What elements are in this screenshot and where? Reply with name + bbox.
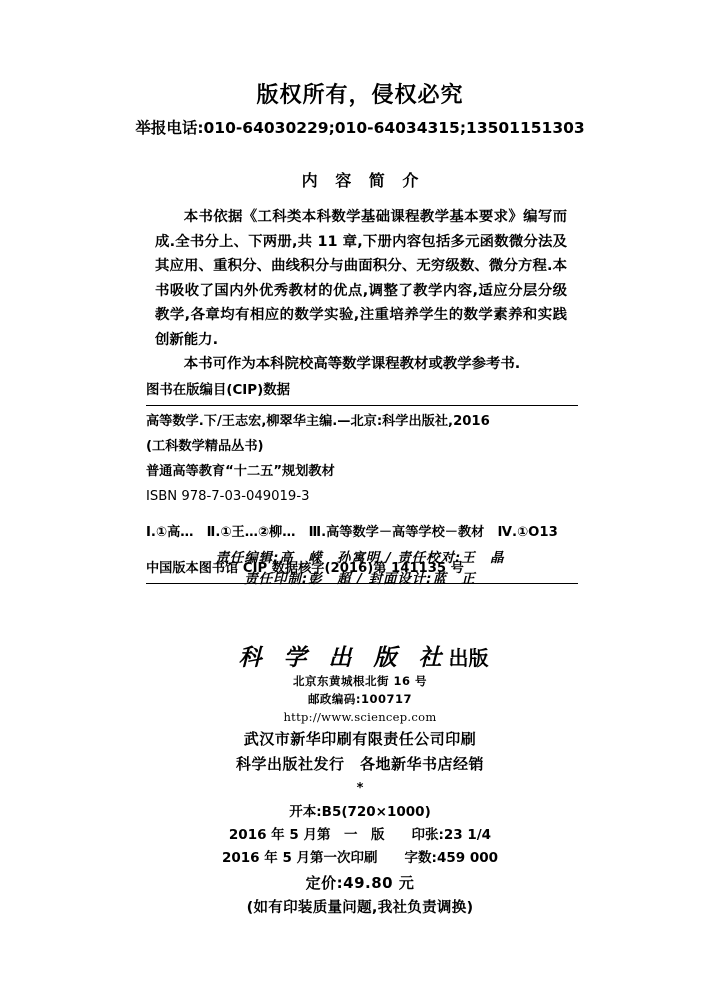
imprint-block: [0, 644, 720, 921]
content-summary-heading: 内 容 简 介: [301, 171, 425, 190]
staff-credits: [0, 548, 720, 590]
cip-program-statement: 普通高等教育“十二五”规划教材: [146, 464, 335, 479]
publisher-logo: [0, 644, 720, 672]
edition-line: 2016 年 5 月第 一 版 印张:23 1/4: [228, 827, 492, 843]
publisher-logo-script: 科 学 出 版 社: [238, 644, 449, 671]
book-format-line: 开本:B5(720×1000): [289, 804, 431, 820]
cip-block-title: 图书在版编目(CIP)数据: [146, 383, 290, 398]
cip-isbn: ISBN 978-7-03-049019-3: [146, 489, 310, 504]
report-phone-line: 举报电话:010-64030229;010-64034315;13501151303: [135, 119, 585, 137]
content-summary-paragraph-2: 本书可作为本科院校高等数学课程教材或教学参考书.: [183, 356, 521, 372]
separator-asterisk: *: [356, 781, 364, 796]
editor-credit-line: 责任编辑:高 嵘 孙寓明 / 责任校对:王 晶: [215, 551, 505, 566]
price-line: 定价:49.80 元: [305, 874, 415, 892]
production-credit-line: 责任印制:彭 超 / 封面设计:蓝 正: [244, 572, 476, 587]
content-summary-paragraph-1: 本书依据《工科类本科数学基础课程教学基本要求》编写而成.全书分上、下两册,共 11 章,下册内容包括多元函数微分法及其应用、重积分、曲线积分与曲面积分、无穷级数、微分方程.本书吸收了国内外优秀教材的优点,调整了教学内容,适应分层分级教学,各章均有相应的数学实验,注重培养学生的数学素养和实践创新能力.: [155, 209, 567, 348]
cip-series-statement: (工科数学精品丛书): [146, 439, 264, 454]
quality-note-line: (如有印装质量问题,我社负责调换): [246, 900, 474, 916]
printer-line: 武汉市新华印刷有限责任公司印刷: [243, 730, 477, 748]
content-summary-body: [155, 205, 567, 377]
cip-title-statement: 高等数学.下/王志宏,柳翠华主编.—北京:科学出版社,2016: [146, 414, 490, 429]
copyright-notice-title: 版权所有，侵权必究: [256, 83, 464, 108]
publisher-url: http://www.sciencep.com: [283, 710, 437, 724]
cip-spacer: [146, 509, 578, 520]
distribution-line: 科学出版社发行 各地新华书店经销: [235, 755, 484, 773]
publisher-logo-suffix: 出版: [448, 646, 489, 670]
printing-line: 2016 年 5 月第一次印刷 字数:459 000: [221, 850, 499, 866]
cip-classification-line: Ⅰ.①高… Ⅱ.①王…②柳… Ⅲ.高等数学－高等学校－教材 Ⅳ.①O13: [146, 525, 558, 540]
publisher-postcode: 邮政编码:100717: [307, 692, 413, 706]
publisher-address: 北京东黄城根北街 16 号: [292, 674, 427, 688]
cip-verification-number: 中国版本图书馆 CIP 数据核字(2016)第 141135 号: [146, 561, 464, 576]
